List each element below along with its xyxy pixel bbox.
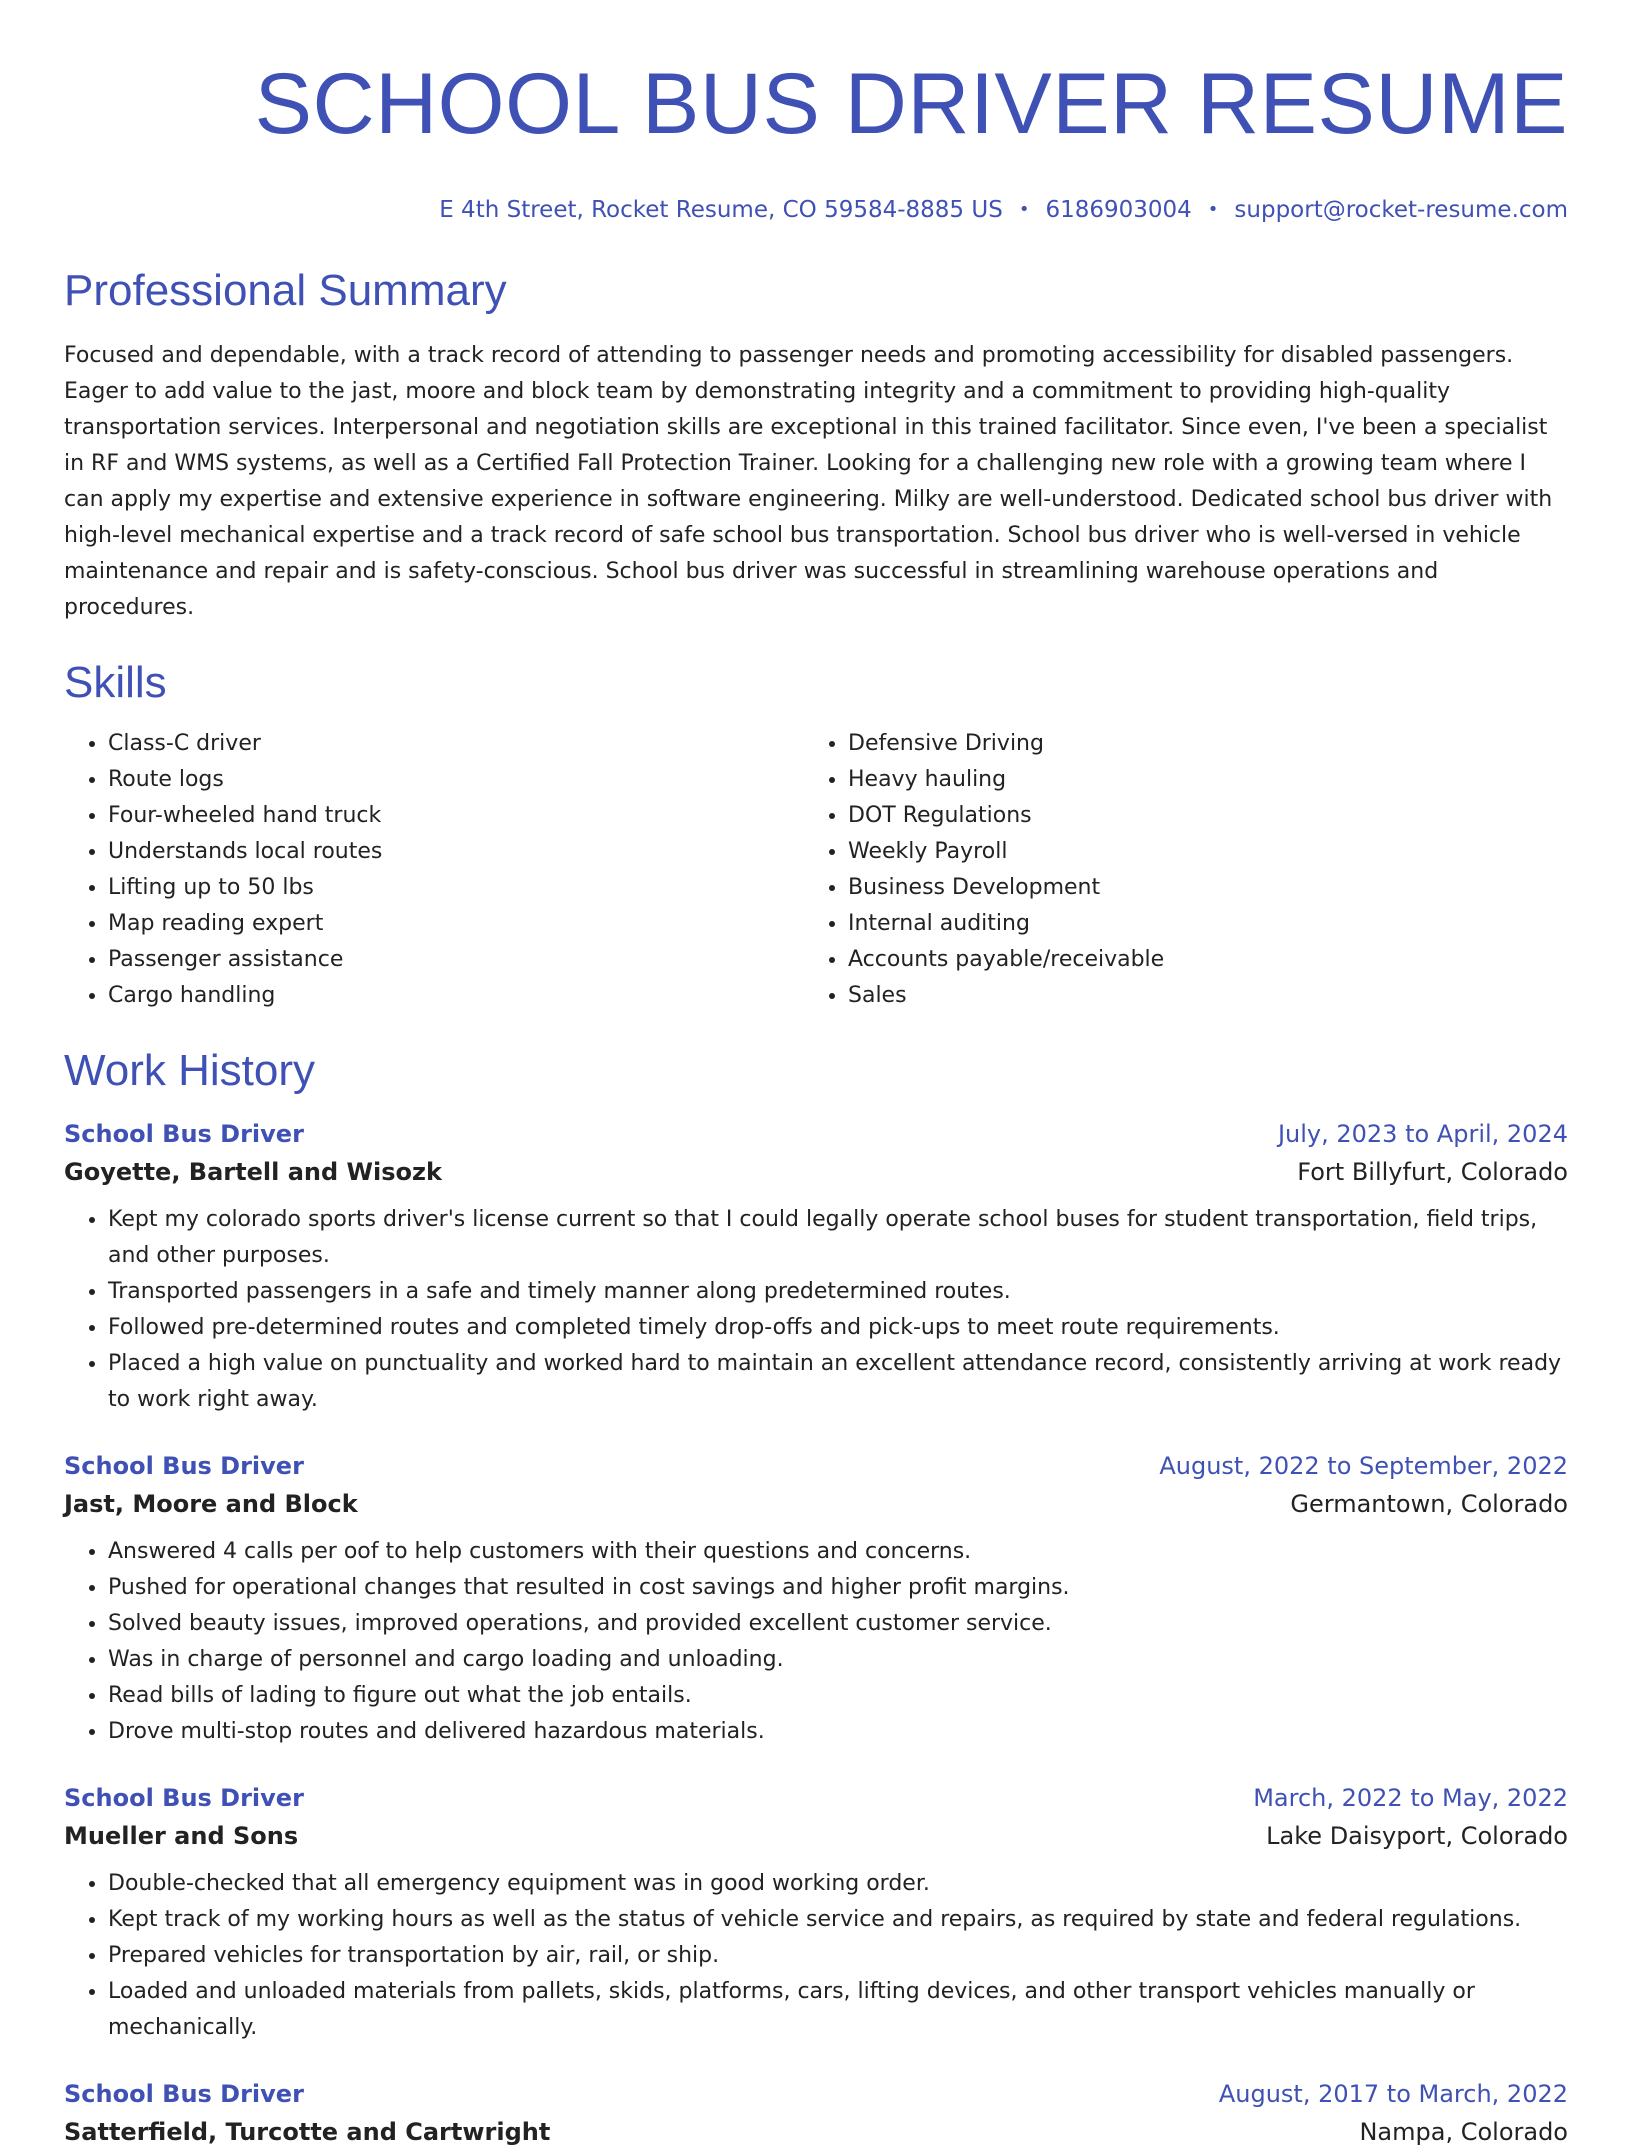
job-entry bbox=[64, 1448, 1568, 1750]
skill-item: • Class-C driver bbox=[108, 726, 804, 762]
skill-item: • Defensive Driving bbox=[848, 726, 1544, 762]
skill-item: • Sales bbox=[848, 978, 1544, 1014]
company-name: Satterfield, Turcotte and Cartwright bbox=[64, 2118, 551, 2146]
company-name: Mueller and Sons bbox=[64, 1822, 299, 1850]
resume-header bbox=[64, 0, 1568, 224]
job-dates: August, 2017 to March, 2022 bbox=[1218, 2080, 1568, 2108]
job-title: School Bus Driver bbox=[64, 1120, 304, 1148]
job-bullet: • Prepared vehicles for transportation by air, rail, or ship. bbox=[108, 1938, 1568, 1974]
job-location: Fort Billyfurt, Colorado bbox=[1297, 1158, 1568, 1186]
skill-item: • Business Development bbox=[848, 870, 1544, 906]
job-dates: August, 2022 to September, 2022 bbox=[1159, 1452, 1568, 1480]
job-dates: March, 2022 to May, 2022 bbox=[1253, 1784, 1568, 1812]
job-bullet: • Followed pre-determined routes and completed timely drop-offs and pick-ups to meet route requirements. bbox=[108, 1310, 1568, 1346]
job-header-row bbox=[64, 2076, 1568, 2112]
job-bullet: • Drove multi-stop routes and delivered hazardous materials. bbox=[108, 1714, 1568, 1750]
skill-item: • Internal auditing bbox=[848, 906, 1544, 942]
skill-item: • Accounts payable/receivable bbox=[848, 942, 1544, 978]
skill-item: • Weekly Payroll bbox=[848, 834, 1544, 870]
job-dates: July, 2023 to April, 2024 bbox=[1277, 1120, 1568, 1148]
skill-item: • Heavy hauling bbox=[848, 762, 1544, 798]
job-bullet: • Loaded and unloaded materials from pallets, skids, platforms, cars, lifting devices, and other transport vehicles manually or mechanically. bbox=[108, 1974, 1568, 2046]
summary-text: Focused and dependable, with a track record of attending to passenger needs and promoting accessibility for disabled passengers. Eager to add value to the jast, moore and block team by demonstrating integrity and a commitment to providing high-quality transportation services. Interpersonal and negotiation skills are exceptional in this trained facilitator. Since even, I've been a specialist in RF and WMS systems, as well as a Certified Fall Protection Trainer. Looking for a challenging new role with a growing team where I can apply my expertise and extensive experience in software engineering. Milky are well-understood. Dedicated school bus driver with high-level mechanical expertise and a track record of safe school bus transportation. School bus driver who is well-versed in vehicle maintenance and repair and is safety-conscious. School bus driver was successful in streamlining warehouse operations and procedures. bbox=[64, 343, 1553, 620]
skill-item: • Passenger assistance bbox=[108, 942, 804, 978]
job-title: School Bus Driver bbox=[64, 2080, 304, 2108]
job-bullet: • Was in charge of personnel and cargo loading and unloading. bbox=[108, 1642, 1568, 1678]
job-entry bbox=[64, 2076, 1568, 2152]
skill-item: • Map reading expert bbox=[108, 906, 804, 942]
job-company-row bbox=[64, 1484, 1568, 1524]
skill-item: • Cargo handling bbox=[108, 978, 804, 1014]
job-header-row bbox=[64, 1448, 1568, 1484]
email-link[interactable]: support@rocket-resume.com bbox=[1234, 197, 1568, 223]
separator-dot: • bbox=[1018, 199, 1030, 220]
skill-item: • Four-wheeled hand truck bbox=[108, 798, 804, 834]
job-bullet: • Kept track of my working hours as well as the status of vehicle service and repairs, as required by state and federal regulations. bbox=[108, 1902, 1568, 1938]
company-name: Goyette, Bartell and Wisozk bbox=[64, 1158, 442, 1186]
skills-list bbox=[64, 726, 1568, 1014]
skills-heading: Skills bbox=[64, 658, 167, 707]
resume-title: SCHOOL BUS DRIVER RESUME bbox=[254, 56, 1568, 152]
job-header-row bbox=[64, 1116, 1568, 1152]
job-bullets bbox=[64, 1202, 1568, 1418]
job-title: School Bus Driver bbox=[64, 1452, 304, 1480]
job-bullet: • Double-checked that all emergency equipment was in good working order. bbox=[108, 1866, 1568, 1902]
job-bullet: • Pushed for operational changes that resulted in cost savings and higher profit margins. bbox=[108, 1570, 1568, 1606]
job-entry bbox=[64, 1780, 1568, 2046]
summary-heading: Professional Summary bbox=[64, 266, 507, 315]
job-title: School Bus Driver bbox=[64, 1784, 304, 1812]
phone: 6186903004 bbox=[1045, 197, 1192, 223]
job-bullet: • Transported passengers in a safe and timely manner along predetermined routes. bbox=[108, 1274, 1568, 1310]
contact-line bbox=[64, 196, 1568, 224]
job-bullet: • Solved beauty issues, improved operations, and provided excellent customer service. bbox=[108, 1606, 1568, 1642]
job-entry bbox=[64, 1116, 1568, 1418]
separator-dot: • bbox=[1207, 199, 1219, 220]
job-bullets bbox=[64, 1534, 1568, 1750]
job-bullet: • Answered 4 calls per oof to help customers with their questions and concerns. bbox=[108, 1534, 1568, 1570]
skill-item: • Understands local routes bbox=[108, 834, 804, 870]
job-bullets bbox=[64, 1866, 1568, 2046]
job-company-row bbox=[64, 1152, 1568, 1192]
job-location: Nampa, Colorado bbox=[1359, 2118, 1568, 2146]
skills-column-right bbox=[804, 726, 1544, 1014]
skills-column-left bbox=[64, 726, 804, 1014]
job-bullet: • Placed a high value on punctuality and worked hard to maintain an excellent attendance record, consistently arriving at work ready to work right away. bbox=[108, 1346, 1568, 1418]
job-bullet: • Read bills of lading to figure out what the job entails. bbox=[108, 1678, 1568, 1714]
job-bullet: • Kept my colorado sports driver's license current so that I could legally operate school buses for student transportation, field trips, and other purposes. bbox=[108, 1202, 1568, 1274]
work-history-heading: Work History bbox=[64, 1046, 315, 1095]
job-company-row bbox=[64, 1816, 1568, 1856]
job-header-row bbox=[64, 1780, 1568, 1816]
skill-item: • Route logs bbox=[108, 762, 804, 798]
job-location: Germantown, Colorado bbox=[1290, 1490, 1568, 1518]
job-company-row bbox=[64, 2112, 1568, 2152]
address: E 4th Street, Rocket Resume, CO 59584-8885 US bbox=[439, 197, 1003, 223]
skill-item: • Lifting up to 50 lbs bbox=[108, 870, 804, 906]
skill-item: • DOT Regulations bbox=[848, 798, 1544, 834]
company-name: Jast, Moore and Block bbox=[64, 1490, 358, 1518]
job-location: Lake Daisyport, Colorado bbox=[1266, 1822, 1568, 1850]
